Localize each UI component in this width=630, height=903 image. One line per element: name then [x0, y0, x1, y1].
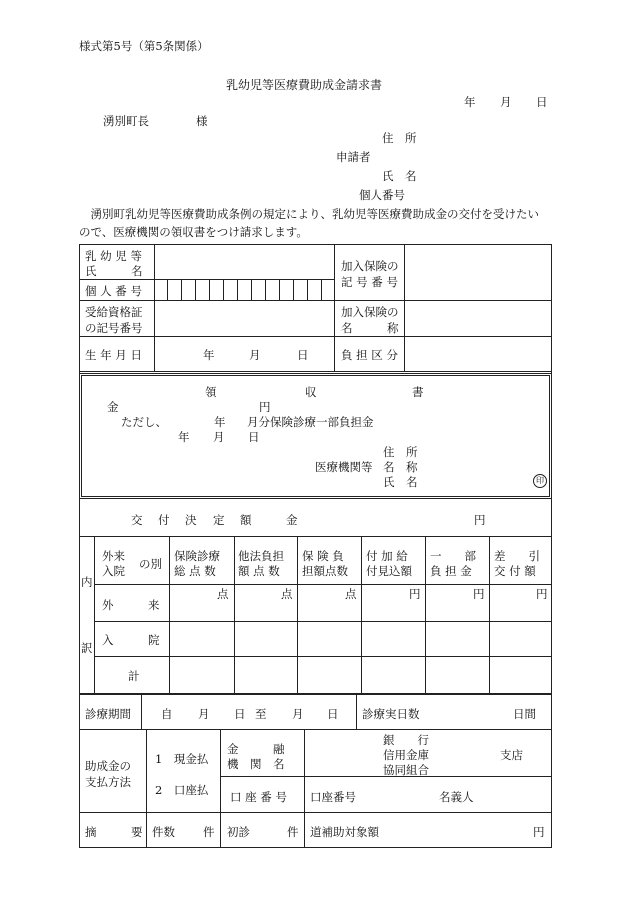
header-inpatient: 入院 [102, 564, 125, 578]
decision-char-4: 定 [213, 513, 225, 527]
child-name-label-2: 氏 名 [85, 264, 143, 278]
date-month: 月 [500, 95, 512, 109]
actual-days-label: 診療実日数 [362, 707, 420, 721]
cert-number-label-1: 受給資格証 [85, 305, 143, 319]
header-other-law-1: 他法負担 [238, 549, 284, 563]
row-total: 計 [128, 669, 140, 683]
unit-points-1: 点 [217, 587, 229, 601]
decision-char-2: 付 [158, 513, 170, 527]
account-number-field-label: 口座番号 [310, 790, 356, 804]
payment-option-cash: 1 現金払 [155, 752, 209, 766]
count-unit: 件 [203, 825, 215, 839]
insurance-number-label-1: 加入保険の [341, 259, 399, 273]
receipt-proviso-label: ただし、 [121, 415, 167, 429]
period-month-1: 月 [198, 707, 210, 721]
bank-label: 銀 行 [383, 733, 429, 747]
header-net-2: 交 付 額 [494, 564, 536, 578]
applicant-name-label: 氏 名 [382, 169, 417, 183]
row-outpatient: 外 来 [102, 598, 160, 612]
unit-points-3: 点 [345, 587, 357, 601]
header-outpatient: 外来 [102, 549, 125, 563]
insurance-number-label-2: 記 号 番 号 [341, 275, 398, 289]
financial-institution-label-1: 金 融 [227, 742, 285, 756]
kumiai-label: 協同組合 [383, 763, 429, 777]
header-additional-2: 付見込額 [366, 564, 412, 578]
payment-method-label-2: 支払方法 [85, 775, 131, 789]
first-visit-label: 初診 [227, 825, 250, 839]
header-type-suffix: の別 [139, 557, 162, 571]
intro-line-2: ので、医療機関の領収書をつけ請求します。 [79, 225, 308, 239]
receipt-title-1: 領 [205, 385, 217, 399]
birth-date-label: 生 年 月 日 [85, 348, 142, 362]
unit-yen-1: 円 [409, 587, 421, 601]
period-label: 診療期間 [85, 707, 131, 721]
count-label: 件数 [152, 825, 175, 839]
decision-char-6: 金 [286, 513, 298, 527]
header-net-1: 差 引 [494, 549, 540, 563]
account-number-label: 口 座 番 号 [230, 790, 287, 804]
actual-days-unit: 日間 [513, 707, 536, 721]
header-insurance-burden-2: 担額点数 [302, 564, 348, 578]
page-title: 乳幼児等医療費助成金請求書 [226, 78, 383, 92]
row-inpatient: 入 院 [102, 633, 160, 647]
subsidy-yen: 円 [533, 825, 545, 839]
branch-label: 支店 [500, 748, 523, 762]
period-from: 自 [161, 707, 173, 721]
decision-char-3: 決 [185, 513, 197, 527]
addressee-mayor: 湧別町長 [103, 114, 149, 128]
addressee-honorific: 様 [196, 114, 208, 128]
child-my-number-label: 個 人 番 号 [85, 284, 142, 298]
birth-day: 日 [297, 348, 309, 362]
cert-number-label-2: の記号番号 [85, 321, 143, 335]
unit-points-2: 点 [281, 587, 293, 601]
header-copay-1: 一 部 [430, 549, 476, 563]
breakdown-side-2: 訳 [81, 641, 93, 655]
receipt-yen: 円 [259, 400, 271, 414]
breakdown-side-1: 内 [81, 575, 93, 589]
intro-line-1: 湧別町乳幼児等医療費助成条例の規定により、乳幼児等医療費助成金の交付を受けたい [79, 207, 539, 221]
summary-label: 摘 要 [85, 825, 143, 839]
decision-yen: 円 [474, 513, 486, 527]
header-insurance-burden-1: 保 険 負 [302, 549, 344, 563]
payment-option-account: 2 口座払 [155, 783, 209, 797]
financial-institution-label-2: 機 関 名 [227, 757, 285, 771]
period-day-1: 日 [234, 707, 246, 721]
payment-method-label-1: 助成金の [85, 759, 131, 773]
receipt-address-label: 住 所 [383, 445, 418, 459]
first-visit-unit: 件 [287, 825, 299, 839]
birth-month: 月 [249, 348, 261, 362]
period-month-2: 月 [292, 707, 304, 721]
receipt-title-3: 書 [412, 385, 424, 399]
shinkin-label: 信用金庫 [383, 748, 429, 762]
header-other-law-2: 額 点 数 [238, 564, 280, 578]
insurance-name-label-2: 名 称 [341, 321, 399, 335]
insurance-name-label-1: 加入保険の [341, 305, 399, 319]
form-frame [79, 244, 552, 848]
period-to: 至 [255, 707, 267, 721]
period-day-2: 日 [327, 707, 339, 721]
applicant-my-number-label: 個人番号 [359, 188, 405, 202]
receipt-title-2: 収 [305, 385, 317, 399]
applicant-label: 申請者 [336, 150, 371, 164]
receipt-amount-label: 金 [107, 400, 119, 414]
receipt-proviso-year: 年 [214, 415, 226, 429]
seal-icon: 印 [533, 474, 547, 488]
decision-char-1: 交 [131, 513, 143, 527]
header-total-points-1: 保険診療 [174, 549, 220, 563]
receipt-proviso-text: 月分保険診療一部負担金 [247, 415, 374, 429]
receipt-date-month: 月 [213, 430, 225, 444]
birth-year: 年 [203, 348, 215, 362]
header-total-points-2: 総 点 数 [174, 564, 216, 578]
subsidy-target-label: 道補助対象額 [310, 825, 379, 839]
decision-char-5: 額 [240, 513, 252, 527]
child-name-label-1: 乳 幼 児 等 [85, 249, 142, 263]
receipt-date-year: 年 [178, 430, 190, 444]
date-day: 日 [536, 95, 548, 109]
header-copay-2: 負 担 金 [430, 564, 472, 578]
receipt-date-day: 日 [248, 430, 260, 444]
unit-yen-2: 円 [473, 587, 485, 601]
applicant-address-label: 住 所 [382, 131, 417, 145]
burden-class-label: 負 担 区 分 [341, 348, 398, 362]
receipt-institution-label: 医療機関等 [315, 460, 373, 474]
receipt-rep-name-label: 氏 名 [383, 475, 418, 489]
date-year: 年 [464, 95, 476, 109]
form-number: 様式第5号（第5条関係） [79, 39, 209, 53]
account-holder-label: 名義人 [439, 790, 474, 804]
unit-yen-3: 円 [536, 587, 548, 601]
header-additional-1: 付 加 給 [366, 549, 408, 563]
receipt-inst-name-label: 名 称 [383, 460, 418, 474]
